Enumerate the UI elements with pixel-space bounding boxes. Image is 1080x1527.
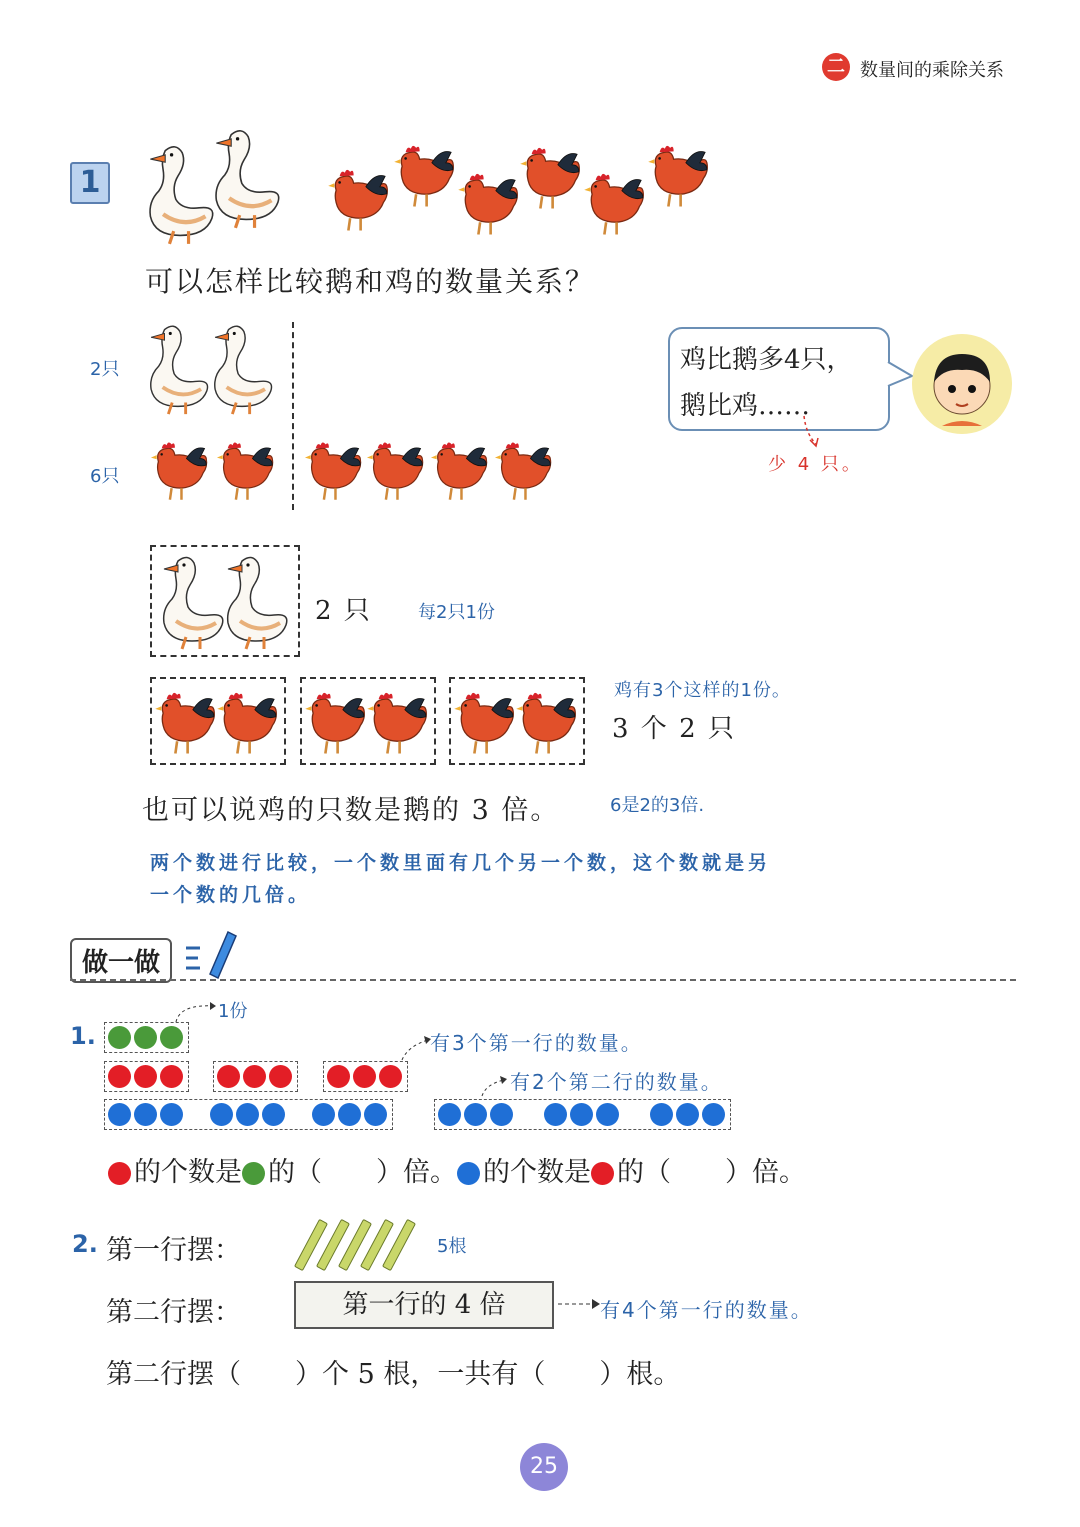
red-dot	[353, 1065, 376, 1088]
example-number: 1	[70, 162, 110, 204]
blue-dot	[210, 1103, 233, 1126]
red-dot	[269, 1065, 292, 1088]
sticks-illustration	[292, 1214, 422, 1274]
blue-dot	[570, 1103, 593, 1126]
chicken-group-label: 3 个 2 只	[612, 714, 736, 744]
bubble-answer-arrow	[800, 414, 824, 450]
blue-dot-icon	[457, 1162, 480, 1185]
conclusion-text: 也可以说鸡的只数是鹅的 3 倍。	[142, 795, 560, 826]
goose-row-illustration	[140, 320, 290, 424]
blue-dot	[262, 1103, 285, 1126]
blue-dot	[464, 1103, 487, 1126]
q2-answer-line[interactable]: 第二行摆（ ）个 5 根，一共有（ ）根。	[106, 1359, 681, 1390]
blue-dot	[338, 1103, 361, 1126]
chicken-count-label: 6只	[90, 466, 120, 487]
green-dot-group	[104, 1022, 189, 1053]
practice-tag	[70, 938, 172, 983]
red-dot-group-2	[213, 1061, 298, 1092]
q1-sentence-b1: 的个数是	[483, 1157, 591, 1188]
red-dot	[243, 1065, 266, 1088]
speech-bubble	[668, 327, 890, 431]
bubble-answer: 少 4 只。	[768, 454, 863, 475]
blue-dot	[596, 1103, 619, 1126]
goose-group-box	[150, 545, 300, 657]
blue-dot	[134, 1103, 157, 1126]
practice-tag-label: 做一做	[82, 948, 161, 978]
blue-dot	[108, 1103, 131, 1126]
blue-dot	[490, 1103, 513, 1126]
q1-answer-blank-1[interactable]: 的（ ）倍。	[268, 1157, 457, 1188]
row2-note-arrow	[478, 1070, 512, 1100]
blue-dot	[364, 1103, 387, 1126]
one-part-arrow	[172, 996, 222, 1026]
q1-sentence	[108, 1150, 806, 1189]
blue-dot	[438, 1103, 461, 1126]
red-dot	[379, 1065, 402, 1088]
blue-dot-group-left	[104, 1099, 393, 1130]
red-dot-group-3	[323, 1061, 408, 1092]
blue-dot	[544, 1103, 567, 1126]
goose-group-label: 2 只	[315, 596, 372, 626]
q1-number: 1.	[70, 1022, 96, 1050]
row1-note: 有3个第一行的数量。	[430, 1031, 643, 1055]
blue-dot	[160, 1103, 183, 1126]
chicken-group-box-2	[300, 677, 436, 765]
blue-dot	[702, 1103, 725, 1126]
one-part-note: 1份	[218, 1001, 248, 1022]
q2-row2-label: 第二行摆：	[106, 1297, 241, 1328]
definition-line-2: 一个数的几倍。	[150, 884, 312, 906]
row2-description-box	[294, 1281, 554, 1329]
red-dot	[327, 1065, 350, 1088]
chicken-row-illustration	[146, 435, 566, 509]
red-dot	[108, 1065, 131, 1088]
row2-note: 有4个第一行的数量。	[600, 1298, 813, 1322]
green-dot	[134, 1026, 157, 1049]
blue-dot	[312, 1103, 335, 1126]
top-illustration	[138, 122, 718, 251]
bubble-line-2: 鹅比鸡……	[680, 391, 811, 421]
bubble-line-1: 鸡比鹅多4只，	[680, 345, 853, 375]
red-dot-icon	[591, 1162, 614, 1185]
example-question: 可以怎样比较鹅和鸡的数量关系？	[145, 265, 596, 298]
conclusion-note: 6是2的3倍.	[610, 795, 705, 816]
green-dot-icon	[242, 1162, 265, 1185]
row1-note-arrow	[398, 1030, 434, 1064]
pen-icon	[182, 928, 238, 980]
green-dot	[108, 1026, 131, 1049]
blue-dot-group-right	[434, 1099, 731, 1130]
practice-divider	[70, 979, 1016, 981]
blue-dot	[236, 1103, 259, 1126]
row2-note: 有2个第二行的数量。	[510, 1070, 723, 1094]
blue-dot	[650, 1103, 673, 1126]
q1-sentence-a1: 的个数是	[134, 1157, 242, 1188]
definition-line-1: 两个数进行比较，一个数里面有几个另一个数，这个数就是另	[150, 852, 772, 874]
green-dot	[160, 1026, 183, 1049]
red-dot	[160, 1065, 183, 1088]
chicken-group-note: 鸡有3个这样的1份。	[614, 680, 791, 701]
goose-count-label: 2只	[90, 359, 120, 380]
q2-row1-label: 第一行摆：	[106, 1235, 241, 1266]
red-dot	[217, 1065, 240, 1088]
row2-box-arrow	[556, 1296, 602, 1312]
red-dot-icon	[108, 1162, 131, 1185]
goose-group-note: 每2只1份	[418, 602, 495, 623]
chicken-group-box-1	[150, 677, 286, 765]
q2-number: 2.	[72, 1230, 98, 1258]
chapter-title: 数量间的乘除关系	[860, 60, 1004, 81]
blue-dot	[676, 1103, 699, 1126]
red-dot-group-1	[104, 1061, 189, 1092]
q1-answer-blank-2[interactable]: 的（ ）倍。	[617, 1157, 806, 1188]
page-number: 25	[520, 1443, 568, 1491]
boy-avatar	[912, 334, 1012, 434]
chicken-group-box-3	[449, 677, 585, 765]
sticks-note: 5根	[437, 1236, 467, 1257]
red-dot	[134, 1065, 157, 1088]
row2-description: 第一行的 4 倍	[342, 1290, 506, 1320]
chapter-badge: 二	[822, 53, 850, 81]
